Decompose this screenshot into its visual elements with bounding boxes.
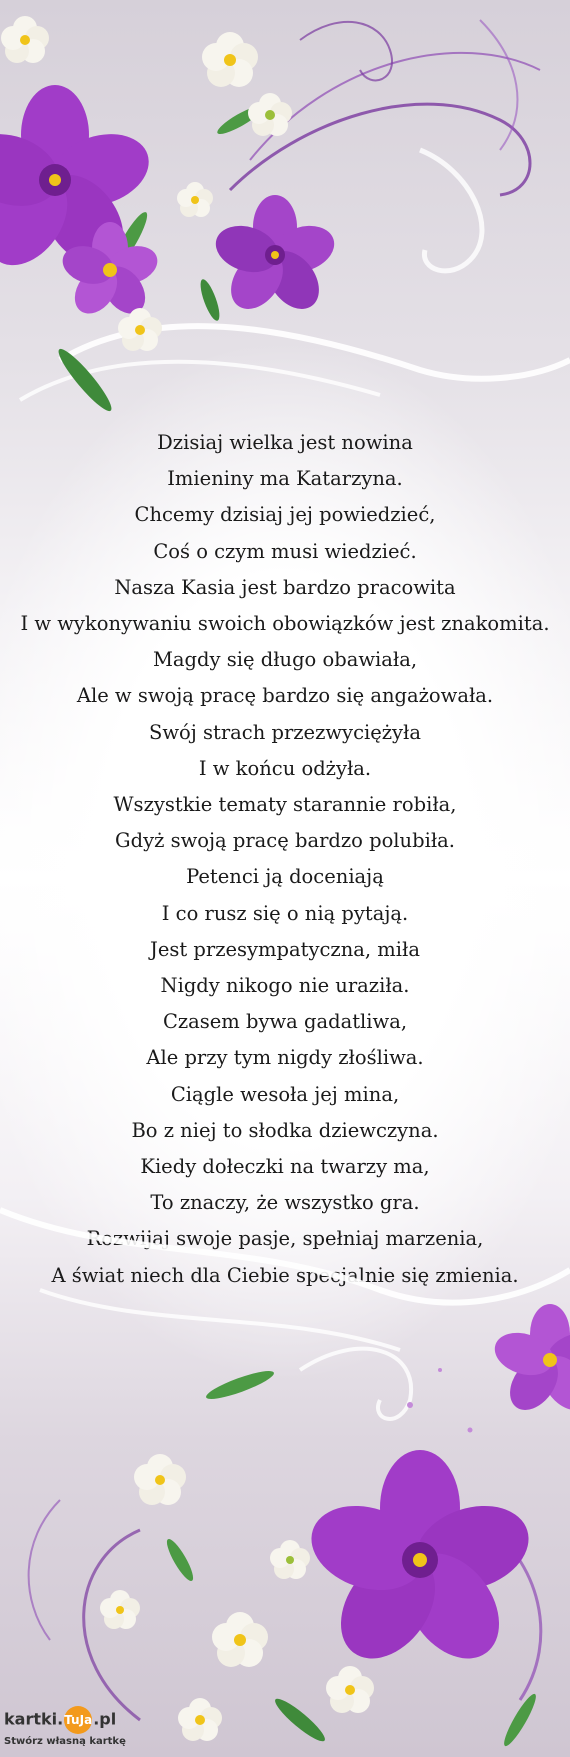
poem-line: Petenci ją doceniają [186,865,384,889]
poem-line: Gdyż swoją pracę bardzo polubiła. [115,829,455,853]
logo-brand [4,1706,116,1734]
poem-line: Dzisiaj wielka jest nowina [157,431,413,454]
poem-line: To znaczy, że wszystko gra. [150,1191,420,1215]
poem-line: Coś o czym musi wiedzieć. [153,539,417,563]
poem-text [0,425,570,1294]
poem-line: Chcemy dzisiaj jej powiedzieć, [134,503,436,527]
poem-line: Czasem bywa gadatliwa, [162,1010,408,1034]
poem-line: I w końcu odżyła. [198,756,372,780]
logo-brand-suffix: .pl [93,1709,117,1729]
poem-line: Ale przy tym nigdy złośliwa. [146,1046,424,1070]
top-flower-decoration-icon [0,0,570,420]
poem-line: Nasza Kasia jest bardzo pracowita [114,575,456,599]
logo-badge-icon: TuJa [64,1706,92,1734]
poem-line: Jest przesympatyczna, miła [150,937,420,961]
poem-line: Rozwijaj swoje pasje, spełniaj marzenia, [86,1227,484,1251]
poem-line: I co rusz się o nią pytają. [161,901,409,925]
poem-line: Imieniny ma Katarzyna. [167,467,403,491]
kartki-logo[interactable] [0,1700,150,1757]
poem-line: Magdy się długo obawiała, [152,648,418,672]
poem-line: Wszystkie tematy starannie robiła, [113,793,457,817]
poem-line: Swój strach przezwyciężyła [148,720,422,744]
poem-line: Kiedy dołeczki na twarzy ma, [140,1155,430,1179]
poem-line: A świat niech dla Ciebie specjalnie się zmienia. [51,1263,519,1287]
logo-brand-prefix: kartki. [4,1709,64,1729]
poem-line: Ciągle wesoła jej mina, [170,1082,400,1106]
logo-tagline: Stwórz własną kartkę [4,1736,126,1747]
poem-line: Ale w swoją pracę bardzo się angażowała. [76,684,494,708]
poem-line: Nigdy nikogo nie uraziła. [160,974,410,998]
poem-line: I w wykonywaniu swoich obowiązków jest znakomita. [20,612,550,636]
poem-line: Bo z niej to słodka dziewczyna. [131,1118,439,1142]
